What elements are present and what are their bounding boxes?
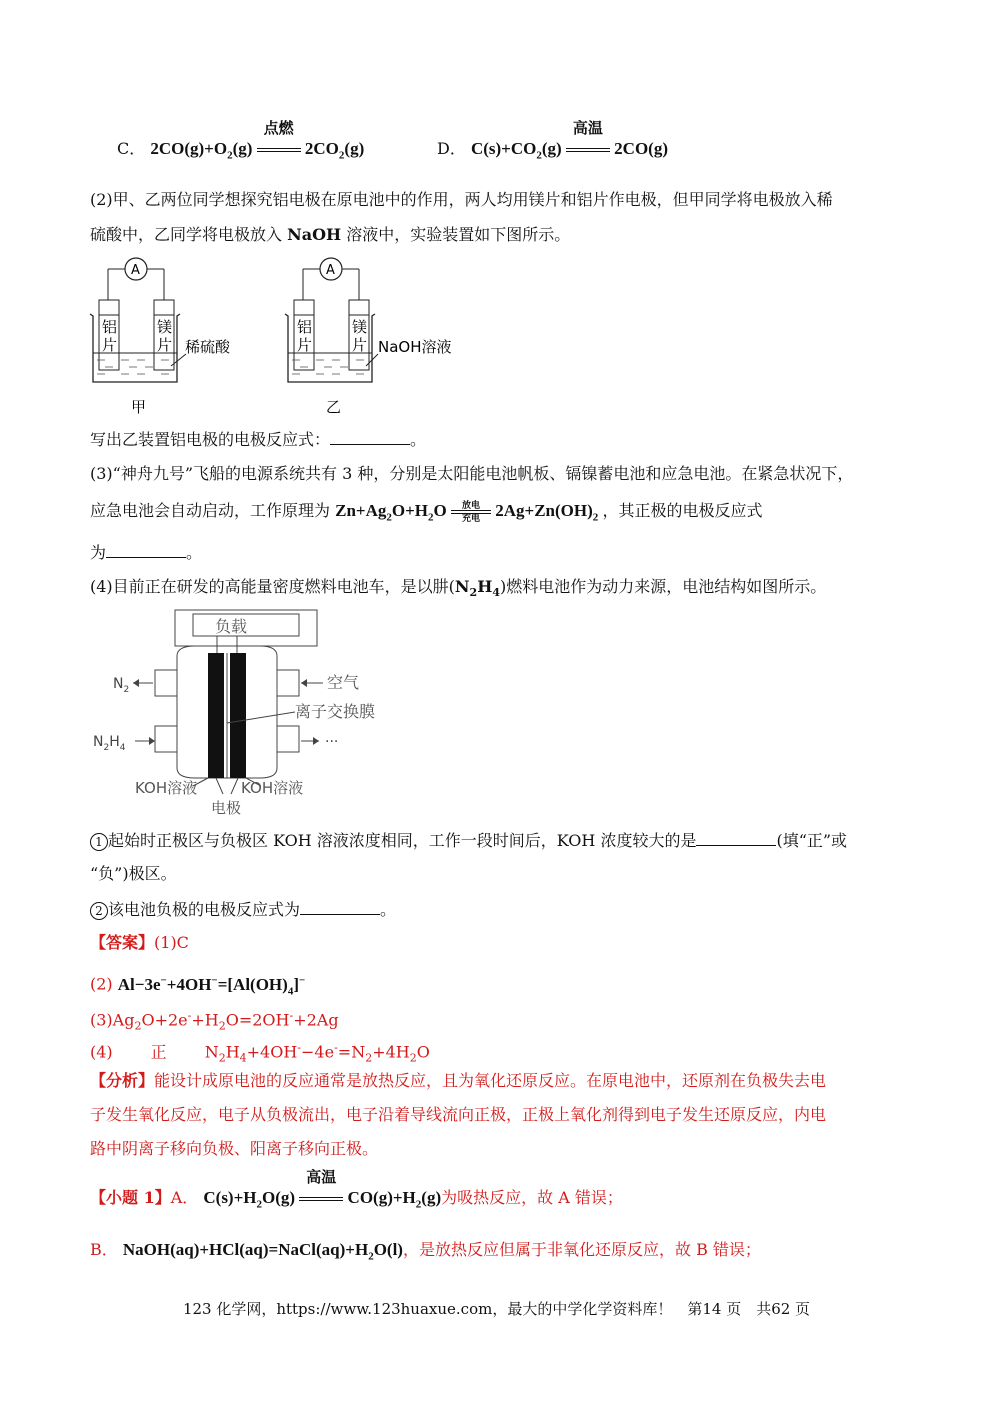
svg-text:铝: 铝 [297,318,313,336]
q3-line1: (3)“神舟九号”飞船的电源系统共有 3 种，分别是太阳能电池帆板、镉镍蓄电池和应急电池。在紧急状况下， [90,464,854,483]
cell-jia [90,258,231,416]
n2h4-label: $N_2H_4$ [93,734,126,753]
option-c: C． $2CO(g)+O_2(g)$ 点燃 $2CO_2(g)$ [117,121,365,162]
answer-line1: 【答案】(1)C [90,933,189,952]
answer-blank [696,829,776,846]
circled-number-2: 2 [90,902,108,920]
ammeter-right-label: A [326,263,335,278]
ammeter-left-label: A [131,263,140,278]
q2-prompt: 写出乙装置铝电极的电极反应式： 。 [90,430,427,449]
q2-line1: (2)甲、乙两位同学想探究铝电极在原电池中的作用，两人均用镁片和铝片作电极，但甲同学将电极放入稀 [90,190,833,209]
option-d: D． $C(s)+CO_2(g)$ 高温 2CO(g) [437,121,668,162]
answer-blank [330,428,410,445]
q3-line3: 为 。 [90,543,203,562]
membrane-label: 离子交换膜 [295,702,376,721]
answer-blank [106,541,186,558]
analysis-line3: 路中阴离子移向负极、阳离子移向正极。 [90,1139,379,1158]
subq-a: 【小题 1】A． $C(s)+H_2O(g)$ 高温 $CO(g)+H_2(g)$为吸热反应，故 A 错误； [90,1170,623,1211]
q2-line2: 硫酸中，乙同学将电极放入 NaOH 溶液中，实验装置如下图所示。 [90,225,571,244]
n2-label: $N_2$ [113,676,130,695]
load-label: 负载 [215,617,248,636]
electrolysis-cells-figure [85,252,485,422]
caption-jia: 甲 [131,398,147,416]
svg-text:镁: 镁 [157,318,173,336]
svg-text:片: 片 [352,336,368,354]
q4-sub1-cont: “负”)极区。 [90,864,177,883]
svg-text:片: 片 [157,336,173,354]
q4-line1: (4)目前正在研发的高能量密度燃料电池车，是以肼$(N_2H_4)$燃料电池作为动力来源，电池结构如图所示。 [90,577,827,600]
cell-yi [285,258,452,416]
analysis-line2: 子发生氧化反应，电子从负极流出，电子沿着导线流向正极，正极上氧化剂得到电子发生还原反应，内电 [90,1105,827,1124]
q4-sub1: 1 起始时正极区与负极区 KOH 溶液浓度相同，工作一段时间后，KOH 浓度较大的是 (填“正”或 [90,829,847,852]
option-c-equation: $2CO(g)+O_2(g)$ 点燃 $2CO_2(g)$ [150,121,365,162]
air-label: 空气 [327,673,360,692]
subq-b: B． $NaOH(aq)+HCl(aq)=NaCl(aq)+H_2O(l)$，是放热反应但属于非氧化还原反应，故 B 错误； [90,1240,761,1263]
analysis-line1: 【分析】能设计成原电池的反应通常是放热反应，且为氧化还原反应。在原电池中，还原剂在负极失去电 [90,1071,827,1090]
solution-label-right: NaOH溶液 [378,338,452,356]
answer-line3: $(3)Ag_2O+2e^-+H_2O=2OH^-+2Ag$ [90,1009,339,1033]
option-d-equation: $C(s)+CO_2(g)$ 高温 2CO(g) [470,121,668,162]
svg-text:片: 片 [297,336,313,354]
koh-right-label: KOH溶液 [241,779,304,797]
outlet-dots: ··· [325,734,339,750]
q4-sub2: 2 该电池负极的电极反应式为 。 [90,898,396,921]
caption-yi: 乙 [326,398,342,416]
answer-line2: (2) $Al-3e^-+4OH^-=[Al(OH)_4]^-$ [90,974,306,998]
solution-label-left: 稀硫酸 [185,338,231,356]
answer-blank [300,898,380,915]
q3-line2: 应急电池会自动启动，工作原理为 $Zn+Ag_2O+H_2O$ 放电 充电 $2Ag+Zn(OH)_2$ ，其正极的电极反应式 [90,500,763,524]
koh-left-label: KOH溶液 [135,779,198,797]
svg-text:铝: 铝 [102,318,118,336]
electrode-label: 电极 [211,799,242,817]
q3-equation: $Zn+Ag_2O+H_2O$ 放电 充电 $2Ag+Zn(OH)_2$ [335,500,599,524]
answer-line4: (4) 正 $N_2H_4+4OH^--4e^-=N_2+4H_2O$ [90,1041,430,1065]
fuel-cell-figure [93,608,405,818]
svg-text:镁: 镁 [352,318,368,336]
circled-number-1: 1 [90,833,108,851]
page-footer: 123 化学网，https://www.123huaxue.com，最大的中学化学资料库！ 第14 页 共62 页 [182,1300,811,1318]
svg-text:片: 片 [102,336,118,354]
